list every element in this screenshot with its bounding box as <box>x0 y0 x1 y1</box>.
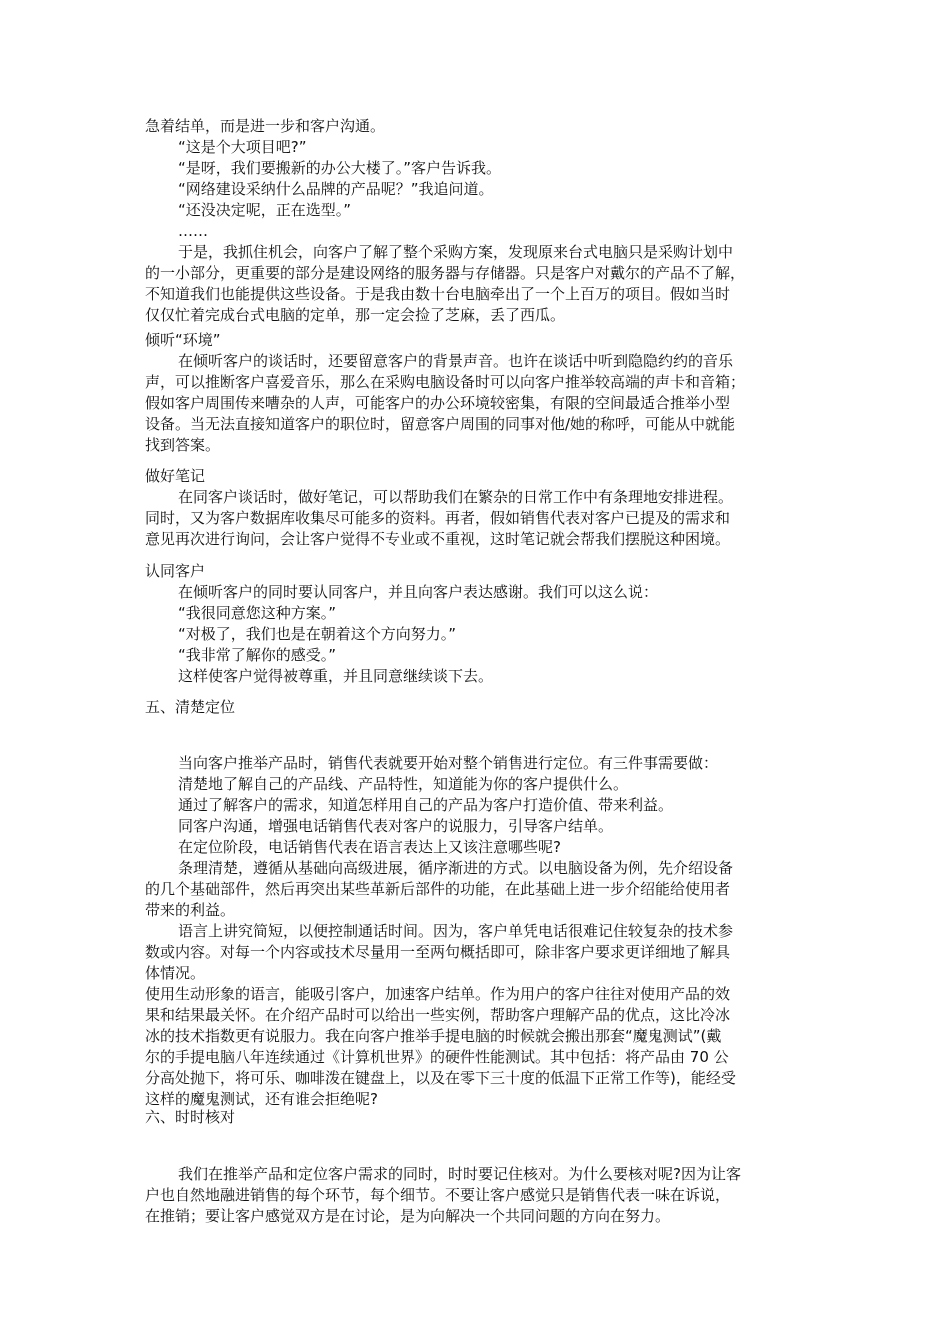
text-line: “还没决定呢，正在选型。” <box>178 201 352 219</box>
text-line: “网络建设采纳什么品牌的产品呢？”我追问道。 <box>178 180 494 198</box>
text-line: 清楚地了解自己的产品线、产品特性，知道能为你的客户提供什么。 <box>178 775 629 793</box>
text-line: …… <box>178 222 208 240</box>
text-line: 这样的魔鬼测试，还有谁会拒绝呢? <box>145 1090 378 1108</box>
take-notes-section <box>145 466 810 550</box>
text-line: 于是，我抓住机会，向客户了解了整个采购方案，发现原来台式电脑只是采购计划中 <box>178 243 734 261</box>
text-line: “我很同意您这种方案。” <box>178 604 337 622</box>
text-line: 设备。当无法直接知道客户的职位时，留意客户周围的同事对他/她的称呼，可能从中就能 <box>145 415 736 433</box>
text-line: 在同客户谈话时，做好笔记，可以帮助我们在繁杂的日常工作中有条理地安排进程。 <box>178 488 734 506</box>
text-line: 分高处抛下，将可乐、咖啡泼在键盘上，以及在零下三十度的低温下正常工作等)，能经受 <box>145 1069 736 1087</box>
positioning-section <box>145 753 810 1110</box>
text-line: 当向客户推举产品时，销售代表就要开始对整个销售进行定位。有三件事需要做： <box>178 754 719 772</box>
text-line: 语言上讲究简短，以便控制通话时间。因为，客户单凭电话很难记住较复杂的技术参 <box>178 922 734 940</box>
text-line: 仅仅忙着完成台式电脑的定单，那一定会捡了芝麻，丢了西瓜。 <box>145 306 566 324</box>
text-line: “我非常了解你的感受。” <box>178 646 337 664</box>
text-line: 在定位阶段，电话销售代表在语言表达上又该注意哪些呢? <box>178 838 561 856</box>
text-line: 条理清楚，遵循从基础向高级进展，循序渐进的方式。以电脑设备为例，先介绍设备 <box>178 859 734 877</box>
text-line: 找到答案。 <box>145 436 221 454</box>
text-line: 同时，又为客户数据库收集尽可能多的资料。再者，假如销售代表对客户已提及的需求和 <box>145 509 731 527</box>
text-line: 使用生动形象的语言，能吸引客户，加速客户结单。作为用户的客户往往对使用产品的效 <box>145 985 731 1003</box>
text-line: 急着结单，而是进一步和客户沟通。 <box>145 117 386 135</box>
text-line: 通过了解客户的需求，知道怎样用自己的产品为客户打造价值、带来利益。 <box>178 796 674 814</box>
text-line: 倾听“环境” <box>145 331 221 349</box>
text-line: 冰的技术指数更有说服力。我在向客户推举手提电脑的时候就会搬出那套“魔鬼测试”(戴 <box>145 1027 722 1045</box>
listen-environment-section <box>145 330 810 456</box>
text-line: 这样使客户觉得被尊重，并且同意继续谈下去。 <box>178 667 494 685</box>
section-heading-5: 五、清楚定位 <box>145 698 236 716</box>
text-line: 的一小部分，更重要的部分是建设网络的服务器与存储器。只是客户对戴尔的产品不了解， <box>145 264 746 282</box>
text-line: 假如客户周围传来嘈杂的人声，可能客户的办公环境较密集，有限的空间最适合推举小型 <box>145 394 731 412</box>
agree-customer-section <box>145 561 810 687</box>
text-line: 尔的手提电脑八年连续通过《计算机世界》的硬件性能测试。其中包括：将产品由 70 公 <box>145 1048 729 1066</box>
text-line: 在推销；要让客户感觉双方是在讨论，是为向解决一个共同问题的方向在努力。 <box>145 1207 671 1225</box>
text-line: 户也自然地融进销售的每个环节，每个细节。不要让客户感觉只是销售代表一味在诉说， <box>145 1186 731 1204</box>
text-line: 做好笔记 <box>145 467 206 485</box>
section-heading-6: 六、时时核对 <box>145 1108 236 1126</box>
verify-section <box>145 1164 810 1227</box>
text-line: 带来的利益。 <box>145 901 236 919</box>
text-line: 体情况。 <box>145 964 206 982</box>
text-line: 果和结果最关怀。在介绍产品时可以给出一些实例，帮助客户理解产品的优点，这比冷冰 <box>145 1006 731 1024</box>
text-line: 不知道我们也能提供这些设备。于是我由数十台电脑牵出了一个上百万的项目。假如当时 <box>145 285 731 303</box>
text-line: 认同客户 <box>145 562 206 580</box>
text-line: “是呀，我们要搬新的办公大楼了。”客户告诉我。 <box>178 159 502 177</box>
text-line: 在倾听客户的同时要认同客户，并且向客户表达感谢。我们可以这么说： <box>178 583 659 601</box>
dialogue-section <box>145 116 810 326</box>
text-line: 同客户沟通，增强电话销售代表对客户的说服力，引导客户结单。 <box>178 817 614 835</box>
text-line: “这是个大项目吧?” <box>178 138 307 156</box>
text-line: 数或内容。对每一个内容或技术尽量用一至两句概括即可，除非客户要求更详细地了解具 <box>145 943 731 961</box>
text-line: 我们在推举产品和定位客户需求的同时，时时要记住核对。为什么要核对呢?因为让客 <box>178 1165 741 1183</box>
text-line: “对极了，我们也是在朝着这个方向努力。” <box>178 625 457 643</box>
text-line: 意见再次进行询问，会让客户觉得不专业或不重视，这时笔记就会帮我们摆脱这种困境。 <box>145 530 731 548</box>
text-line: 声，可以推断客户喜爱音乐，那么在采购电脑设备时可以向客户推举较高端的声卡和音箱； <box>145 373 746 391</box>
text-line: 的几个基础部件，然后再突出某些革新后部件的功能，在此基础上进一步介绍能给使用者 <box>145 880 731 898</box>
text-line: 在倾听客户的谈话时，还要留意客户的背景声音。也许在谈话中听到隐隐约约的音乐 <box>178 352 734 370</box>
